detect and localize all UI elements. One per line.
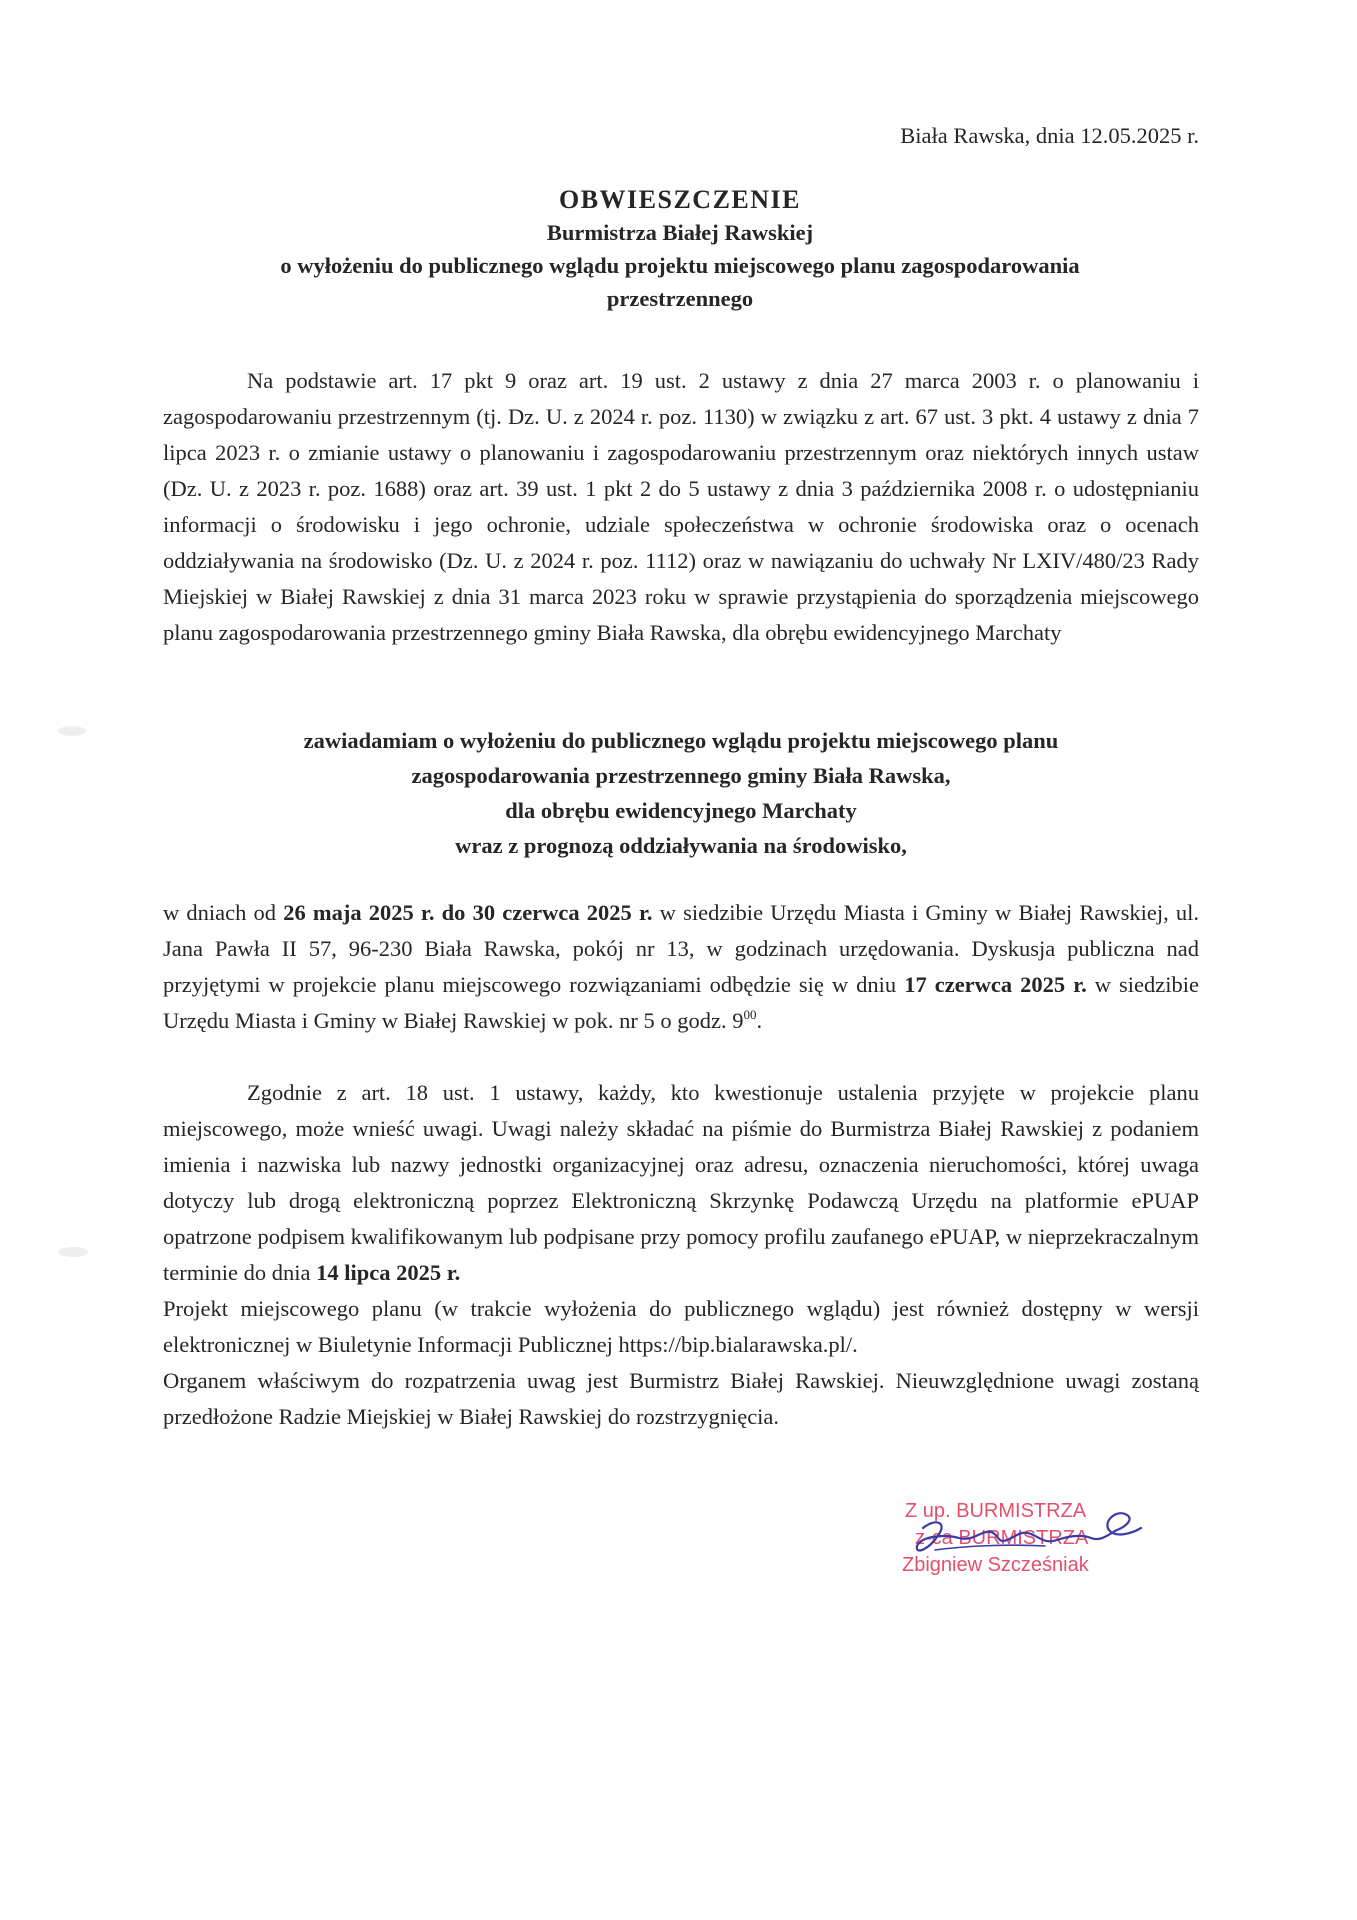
discussion-prefix: Dyskusja publiczna nad przyjętymi w projekcie planu miejscowego rozwiązaniami odbędzie się w dniu xyxy=(163,936,1199,997)
announcement-line-4: wraz z prognozą oddziaływania na środowisko, xyxy=(455,833,907,858)
notice-title: OBWIESZCZENIE xyxy=(558,185,802,214)
remarks-deadline: 14 lipca 2025 r. xyxy=(316,1260,461,1285)
legal-basis-paragraph: Na podstawie art. 17 pkt 9 oraz art. 19 ust. 2 ustawy z dnia 27 marca 2003 r. o planowaniu i zagospodarowaniu przestrzennym (tj. Dz. U. z 2024 r. poz. 1130) w związku z art. 67 ust. 3 pkt. 4 ustawy z dnia 7 lipca 2023 r. o zmianie ustawy o planowaniu i zagospodarowaniu przestrzennym oraz niektórych innych ustaw (Dz. U. z 2023 r. poz. 1688) oraz art. 39 ust. 1 pkt 2 do 5 ustawy z dnia 3 października 2008 r. o udostępnianiu informacji o środowisku i jego ochronie, udziale społeczeństwa w ochronie środowiska oraz o ocenach oddziaływania na środowisko (Dz. U. z 2024 r. poz. 1112) oraz w nawiązaniu do uchwały Nr LXIV/480/23 Rady Miejskiej w Białej Rawskiej z dnia 31 marca 2023 roku w sprawie przystąpienia do sporządzenia miejscowego planu zagospodarowania przestrzennego gminy Biała Rawska, dla obrębu ewidencyjnego Marchaty xyxy=(163,368,1199,645)
bip-paragraph: Projekt miejscowego planu (w trakcie wyłożenia do publicznego wglądu) jest również dostępny w wersji elektronicznej w Biuletynie Informacji Publicznej https://bip.bialarawska.pl/. xyxy=(163,1296,1199,1357)
discussion-date: 17 czerwca 2025 r. xyxy=(904,972,1087,997)
terms-paragraph xyxy=(163,895,1199,1039)
date-to: 30 czerwca 2025 r. xyxy=(472,900,653,925)
remarks-section xyxy=(163,1075,1199,1435)
discussion-suffix: w siedzibie Urzędu Miasta i Gminy w Białej Rawskiej w pok. nr 5 o godz. 9 xyxy=(163,972,1200,1033)
notice-heading xyxy=(160,183,1200,315)
stamp-line-3: Zbigniew Szcześniak xyxy=(902,1554,1089,1576)
discussion-hour-minutes: 00 xyxy=(743,1007,757,1022)
stamp-line-1: Z up. BURMISTRZA xyxy=(905,1500,1087,1522)
terms-section xyxy=(163,895,1199,1039)
remarks-paragraph xyxy=(163,1075,1199,1291)
scan-punch-mark-lower xyxy=(58,1247,88,1257)
announcement-line-3: dla obrębu ewidencyjnego Marchaty xyxy=(505,798,857,823)
terms-prefix: w dniach od xyxy=(163,900,284,925)
notice-subject-line-1: o wyłożeniu do publicznego wglądu projektu miejscowego planu zagospodarowania xyxy=(280,253,1080,278)
terms-between: do xyxy=(434,900,473,925)
remarks-main-text: Zgodnie z art. 18 ust. 1 ustawy, każdy, kto kwestionuje ustalenia przyjęte w projekcie planu miejscowego, może wnieść uwagi. Uwagi należy składać na piśmie do Burmistrza Białej Rawskiej z podaniem imienia i nazwiska lub nazwy jednostki organizacyjnej oraz adresu, oznaczenia nieruchomości, której uwaga dotyczy lub drogą elektroniczną poprzez Elektroniczną Skrzynkę Podawczą Urzędu na platformie ePUAP opatrzone podpisem kwalifikowanym lub podpisane przy pomocy profilu zaufanego ePUAP, w nieprzekraczalnym terminie do dnia xyxy=(163,1080,1199,1285)
legal-basis-section xyxy=(163,363,1199,651)
location-text: w siedzibie Urzędu Miasta i Gminy w Białej Rawskiej, ul. Jana Pawła II 57, 96-230 Biała Rawska, pokój nr 13, w godzinach urzędowania. xyxy=(163,900,1199,961)
notice-subject-line-2: przestrzennego xyxy=(606,286,754,311)
notice-issuer: Burmistrza Białej Rawskiej xyxy=(546,220,814,245)
handwritten-signature xyxy=(895,1500,1155,1570)
signature-underline xyxy=(935,1545,1045,1550)
announcement-line-2: zagospodarowania przestrzennego gminy Biała Rawska, xyxy=(411,763,951,788)
date-from: 26 maja 2025 r. xyxy=(283,900,435,925)
announcement-block xyxy=(163,723,1199,863)
discussion-end: . xyxy=(756,1008,763,1033)
place-date: Biała Rawska, dnia 12.05.2025 r. xyxy=(900,123,1199,148)
stamp-line-2: z-ca BURMISTRZA xyxy=(915,1527,1089,1549)
announcement-line-1: zawiadamiam o wyłożeniu do publicznego wglądu projektu miejscowego planu xyxy=(303,728,1059,753)
authority-paragraph: Organem właściwym do rozpatrzenia uwag jest Burmistrz Białej Rawskiej. Nieuwzględnione uwagi zostaną przedłożone Radzie Miejskiej w Białej Rawskiej do rozstrzygnięcia. xyxy=(163,1368,1199,1429)
scan-punch-mark-upper xyxy=(58,726,86,736)
